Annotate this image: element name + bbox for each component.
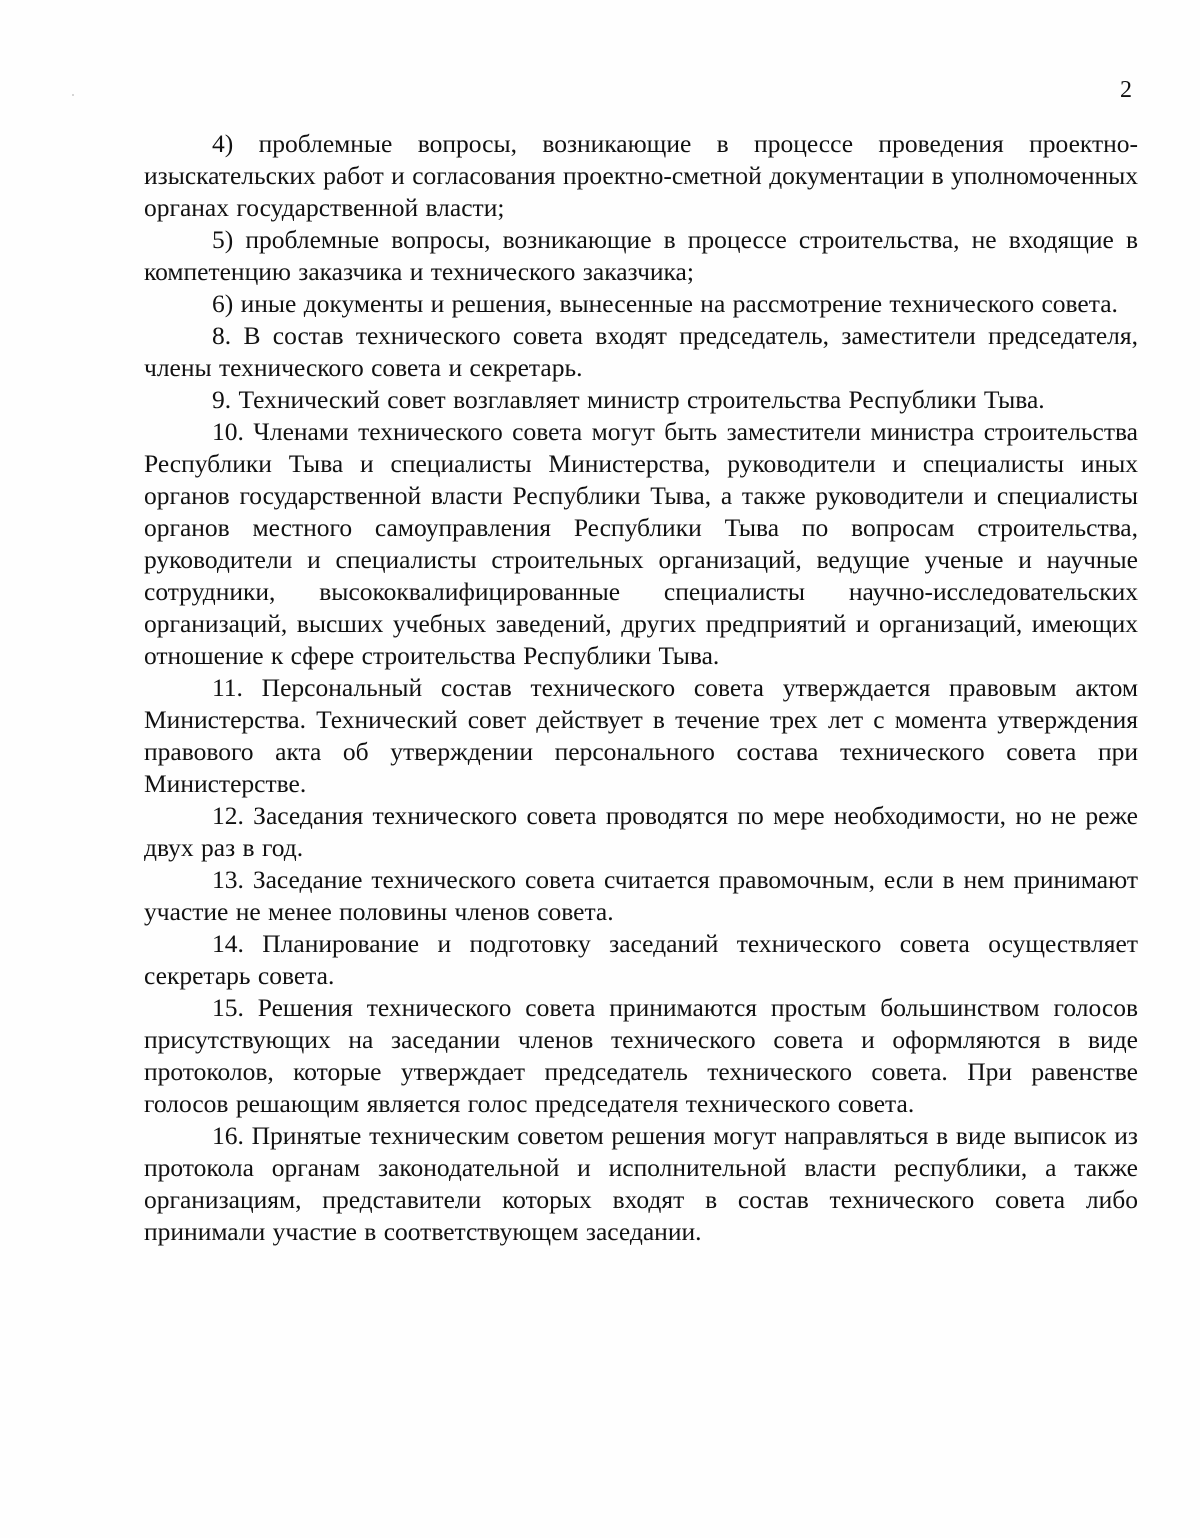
scan-speck bbox=[72, 94, 74, 96]
paragraph-clause-14: 14. Планирование и подготовку заседаний технического совета осуществляет секретарь совета. bbox=[144, 929, 1138, 990]
paragraph-clause-11: 11. Персональный состав технического совета утверждается правовым актом Министерства. Технический совет действует в течение трех лет с момента утверждения правового акта об утверждении персонального состава технического совета при Министерстве. bbox=[144, 673, 1138, 798]
document-body bbox=[144, 128, 1138, 1248]
paragraph-clause-13: 13. Заседание технического совета считается правомочным, если в нем принимают участие не менее половины членов совета. bbox=[144, 865, 1138, 926]
paragraph-clause-12: 12. Заседания технического совета проводятся по мере необходимости, но не реже двух раз в год. bbox=[144, 801, 1138, 862]
paragraph-clause-8: 8. В состав технического совета входят председатель, заместители председателя, члены технического совета и секретарь. bbox=[144, 321, 1138, 382]
paragraph-item-5: 5) проблемные вопросы, возникающие в процессе строительства, не входящие в компетенцию заказчика и технического заказчика; bbox=[144, 225, 1138, 286]
paragraph-item-4: 4) проблемные вопросы, возникающие в процессе проведения проектно-изыскательских работ и согласования проектно-сметной документации в уполномоченных органах государственной власти; bbox=[144, 129, 1138, 222]
paragraph-clause-15: 15. Решения технического совета принимаются простым большинством голосов присутствующих на заседании членов технического совета и оформляются в виде протоколов, которые утверждает председатель технического совета. При равенстве голосов решающим является голос председателя технического совета. bbox=[144, 993, 1138, 1118]
paragraph-clause-16: 16. Принятые техническим советом решения могут направляться в виде выписок из протокола органам законодательной и исполнительной власти республики, а также организациям, представители которых входят в состав технического совета либо принимали участие в соответствующем заседании. bbox=[144, 1121, 1138, 1246]
page-number: 2 bbox=[1120, 77, 1132, 103]
paragraph-clause-9: 9. Технический совет возглавляет министр строительства Республики Тыва. bbox=[212, 385, 1045, 414]
paragraph-clause-10: 10. Членами технического совета могут быть заместители министра строительства Республики Тыва и специалисты Министерства, руководители и специалисты иных органов государственной власти Республики Тыва, а также руководители и специалисты органов местного самоуправления Республики Тыва по вопросам строительства, руководители и специалисты строительных организаций, ведущие ученые и научные сотрудники, высококвалифицированные специалисты научно-исследовательских организаций, высших учебных заведений, других предприятий и организаций, имеющих отношение к сфере строительства Республики Тыва. bbox=[144, 417, 1138, 670]
paragraph-item-6: 6) иные документы и решения, вынесенные на рассмотрение технического совета. bbox=[212, 289, 1118, 318]
